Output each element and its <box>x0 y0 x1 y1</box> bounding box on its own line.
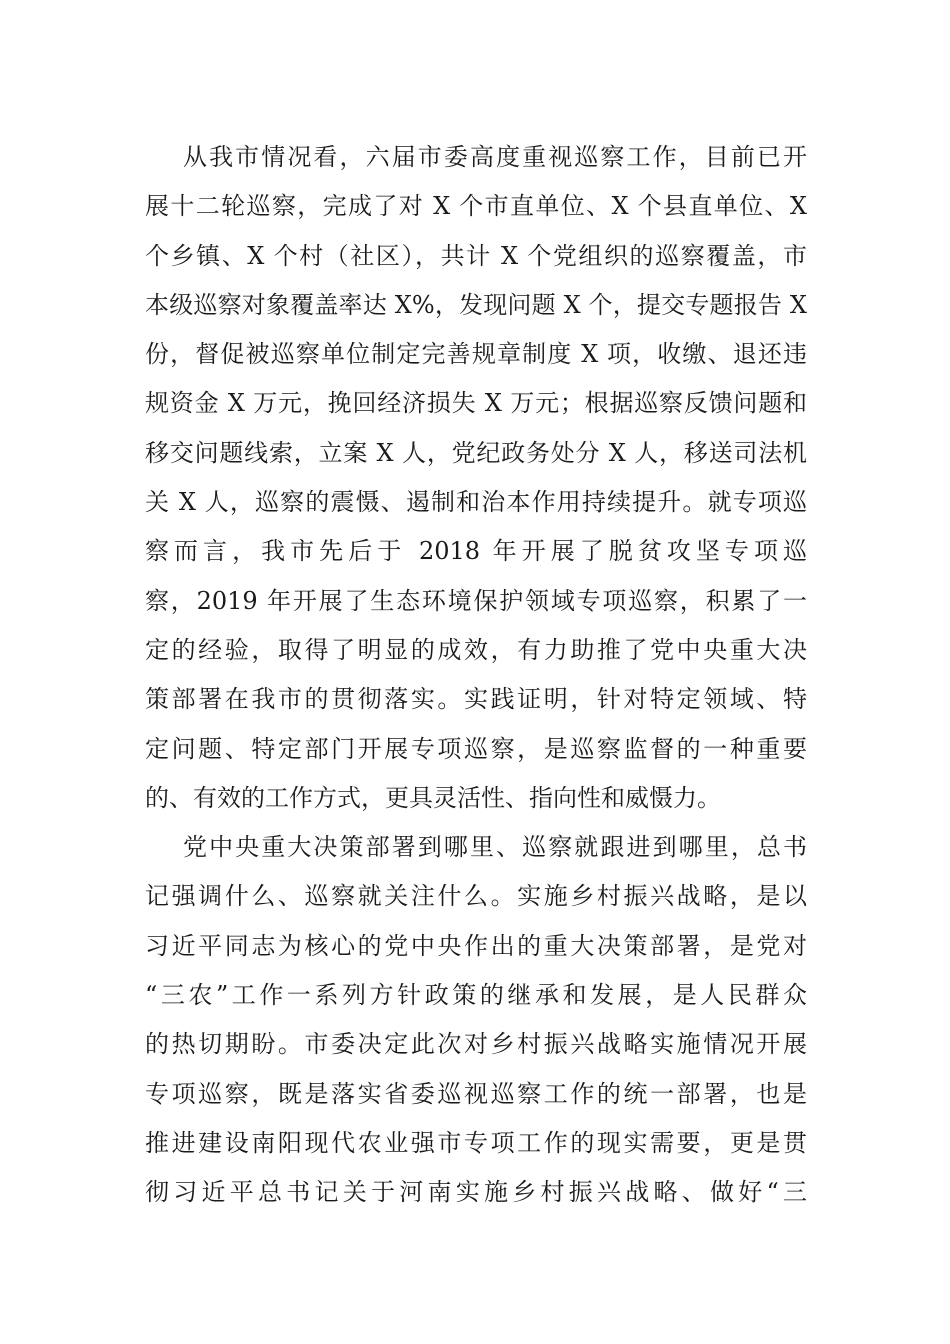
text-line: “三农”工作一系列方针政策的继承和发展，是人民群众 <box>145 981 807 1010</box>
text-line: 的热切期盼。市委决定此次对乡村振兴战略实施情况开展 <box>145 1030 807 1059</box>
text-line: 从我市情况看，六届市委高度重视巡察工作，目前已开 <box>183 143 807 171</box>
text-line: 定的经验，取得了明显的成效，有力助推了党中央重大决 <box>145 635 807 664</box>
text-line: 个乡镇、X 个村（社区），共计 X 个党组织的巡察覆盖，市 <box>145 241 807 270</box>
text-line: 定问题、特定部门开展专项巡察，是巡察监督的一种重要 <box>145 734 807 763</box>
text-line: 彻习近平总书记关于河南实施乡村振兴战略、做好“三 <box>145 1178 807 1207</box>
text-line: 的、有效的工作方式，更具灵活性、指向性和威慑力。 <box>145 783 721 812</box>
text-line: 移交问题线索，立案 X 人，党纪政务处分 X 人，移送司法机 <box>145 438 807 467</box>
text-line: 推进建设南阳现代农业强市专项工作的现实需要，更是贯 <box>145 1128 807 1157</box>
text-line: 习近平同志为核心的党中央作出的重大决策部署，是党对 <box>145 931 807 960</box>
text-line: 规资金 X 万元，挽回经济损失 X 万元；根据巡察反馈问题和 <box>145 389 807 418</box>
text-line: 关 X 人，巡察的震慑、遏制和治本作用持续提升。就专项巡 <box>145 488 807 517</box>
text-line: 察，2019 年开展了生态环境保护领域专项巡察，积累了一 <box>145 586 807 615</box>
text-line: 专项巡察，既是落实省委巡视巡察工作的统一部署，也是 <box>145 1079 807 1108</box>
paragraph-2 <box>145 823 807 1217</box>
text-line: 份，督促被巡察单位制定完善规章制度 X 项，收缴、退还违 <box>145 340 807 369</box>
text-line: 本级巡察对象覆盖率达 X%，发现问题 X 个，提交专题报告 X <box>145 290 807 319</box>
paragraph-1 <box>145 133 807 823</box>
text-line: 策部署在我市的贯彻落实。实践证明，针对特定领域、特 <box>145 685 807 714</box>
text-line: 党中央重大决策部署到哪里、巡察就跟进到哪里，总书 <box>183 833 807 862</box>
document-body <box>145 133 807 1218</box>
text-line: 察而言，我市先后于 2018 年开展了脱贫攻坚专项巡 <box>145 537 807 566</box>
text-line: 展十二轮巡察，完成了对 X 个市直单位、X 个县直单位、X <box>145 192 807 221</box>
text-line: 记强调什么、巡察就关注什么。实施乡村振兴战略，是以 <box>145 882 807 911</box>
